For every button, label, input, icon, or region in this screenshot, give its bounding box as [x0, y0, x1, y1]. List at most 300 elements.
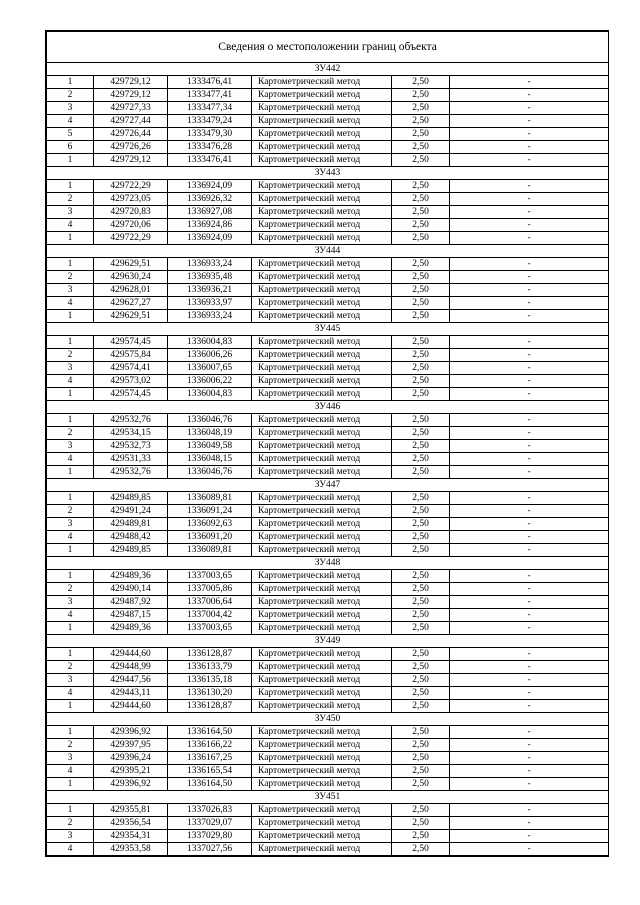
method-cell: Картометрический метод	[252, 271, 392, 284]
description-cell: -	[450, 453, 609, 466]
table-row	[47, 661, 609, 674]
accuracy-cell: 2,50	[392, 752, 450, 765]
accuracy-cell: 2,50	[392, 531, 450, 544]
x-coordinate-cell: 429489,85	[94, 492, 168, 505]
accuracy-cell: 2,50	[392, 141, 450, 154]
point-number-cell: 1	[47, 648, 94, 661]
accuracy-cell: 2,50	[392, 765, 450, 778]
point-number-cell: 4	[47, 375, 94, 388]
x-coordinate-cell: 429489,36	[94, 622, 168, 635]
point-number-cell: 4	[47, 531, 94, 544]
table-row	[47, 414, 609, 427]
description-cell: -	[450, 817, 609, 830]
x-coordinate-cell: 429627,27	[94, 297, 168, 310]
description-cell: -	[450, 518, 609, 531]
method-cell: Картометрический метод	[252, 258, 392, 271]
accuracy-cell: 2,50	[392, 219, 450, 232]
x-coordinate-cell: 429720,83	[94, 206, 168, 219]
accuracy-cell: 2,50	[392, 648, 450, 661]
accuracy-cell: 2,50	[392, 570, 450, 583]
accuracy-cell: 2,50	[392, 609, 450, 622]
point-number-cell: 1	[47, 258, 94, 271]
method-cell: Картометрический метод	[252, 375, 392, 388]
method-cell: Картометрический метод	[252, 336, 392, 349]
method-cell: Картометрический метод	[252, 193, 392, 206]
y-coordinate-cell: 1336004,83	[168, 336, 252, 349]
x-coordinate-cell: 429356,54	[94, 817, 168, 830]
x-coordinate-cell: 429489,85	[94, 544, 168, 557]
group-name: ЗУ444	[47, 245, 609, 258]
y-coordinate-cell: 1337003,65	[168, 570, 252, 583]
point-number-cell: 3	[47, 674, 94, 687]
y-coordinate-cell: 1333476,41	[168, 76, 252, 89]
x-coordinate-cell: 429573,02	[94, 375, 168, 388]
point-number-cell: 3	[47, 830, 94, 843]
point-number-cell: 2	[47, 817, 94, 830]
method-cell: Картометрический метод	[252, 440, 392, 453]
description-cell: -	[450, 427, 609, 440]
x-coordinate-cell: 429489,36	[94, 570, 168, 583]
point-number-cell: 1	[47, 700, 94, 713]
y-coordinate-cell: 1336133,79	[168, 661, 252, 674]
method-cell: Картометрический метод	[252, 297, 392, 310]
method-cell: Картометрический метод	[252, 700, 392, 713]
x-coordinate-cell: 429354,31	[94, 830, 168, 843]
group-header-row	[47, 713, 609, 726]
y-coordinate-cell: 1337027,56	[168, 843, 252, 856]
point-number-cell: 4	[47, 843, 94, 856]
group-header-row	[47, 635, 609, 648]
table-row	[47, 570, 609, 583]
point-number-cell: 2	[47, 193, 94, 206]
description-cell: -	[450, 206, 609, 219]
y-coordinate-cell: 1336004,83	[168, 388, 252, 401]
point-number-cell: 3	[47, 362, 94, 375]
group-header-row	[47, 63, 609, 76]
accuracy-cell: 2,50	[392, 687, 450, 700]
accuracy-cell: 2,50	[392, 388, 450, 401]
x-coordinate-cell: 429355,81	[94, 804, 168, 817]
table-row	[47, 232, 609, 245]
table-row	[47, 778, 609, 791]
table-row	[47, 76, 609, 89]
description-cell: -	[450, 570, 609, 583]
x-coordinate-cell: 429491,24	[94, 505, 168, 518]
y-coordinate-cell: 1336933,97	[168, 297, 252, 310]
method-cell: Картометрический метод	[252, 752, 392, 765]
x-coordinate-cell: 429628,01	[94, 284, 168, 297]
description-cell: -	[450, 674, 609, 687]
group-name: ЗУ443	[47, 167, 609, 180]
method-cell: Картометрический метод	[252, 349, 392, 362]
accuracy-cell: 2,50	[392, 440, 450, 453]
accuracy-cell: 2,50	[392, 778, 450, 791]
x-coordinate-cell: 429574,45	[94, 336, 168, 349]
x-coordinate-cell: 429575,84	[94, 349, 168, 362]
y-coordinate-cell: 1336091,24	[168, 505, 252, 518]
y-coordinate-cell: 1336091,20	[168, 531, 252, 544]
method-cell: Картометрический метод	[252, 739, 392, 752]
accuracy-cell: 2,50	[392, 115, 450, 128]
y-coordinate-cell: 1337029,07	[168, 817, 252, 830]
table-row	[47, 804, 609, 817]
table-row	[47, 752, 609, 765]
table-row	[47, 674, 609, 687]
group-header-row	[47, 245, 609, 258]
y-coordinate-cell: 1336924,09	[168, 232, 252, 245]
point-number-cell: 2	[47, 739, 94, 752]
method-cell: Картометрический метод	[252, 583, 392, 596]
accuracy-cell: 2,50	[392, 102, 450, 115]
description-cell: -	[450, 544, 609, 557]
x-coordinate-cell: 429447,56	[94, 674, 168, 687]
description-cell: -	[450, 232, 609, 245]
method-cell: Картометрический метод	[252, 804, 392, 817]
point-number-cell: 3	[47, 102, 94, 115]
x-coordinate-cell: 429727,44	[94, 115, 168, 128]
table-row	[47, 687, 609, 700]
table-row	[47, 271, 609, 284]
x-coordinate-cell: 429444,60	[94, 700, 168, 713]
group-header-row	[47, 167, 609, 180]
description-cell: -	[450, 492, 609, 505]
y-coordinate-cell: 1333477,34	[168, 102, 252, 115]
accuracy-cell: 2,50	[392, 505, 450, 518]
x-coordinate-cell: 429722,29	[94, 232, 168, 245]
description-cell: -	[450, 128, 609, 141]
method-cell: Картометрический метод	[252, 622, 392, 635]
x-coordinate-cell: 429729,12	[94, 89, 168, 102]
accuracy-cell: 2,50	[392, 466, 450, 479]
point-number-cell: 1	[47, 466, 94, 479]
description-cell: -	[450, 687, 609, 700]
x-coordinate-cell: 429532,76	[94, 466, 168, 479]
method-cell: Картометрический метод	[252, 843, 392, 856]
table-row	[47, 89, 609, 102]
x-coordinate-cell: 429444,60	[94, 648, 168, 661]
y-coordinate-cell: 1336046,76	[168, 466, 252, 479]
x-coordinate-cell: 429630,24	[94, 271, 168, 284]
y-coordinate-cell: 1333476,41	[168, 154, 252, 167]
y-coordinate-cell: 1336924,09	[168, 180, 252, 193]
method-cell: Картометрический метод	[252, 310, 392, 323]
x-coordinate-cell: 429729,12	[94, 76, 168, 89]
y-coordinate-cell: 1336006,26	[168, 349, 252, 362]
accuracy-cell: 2,50	[392, 76, 450, 89]
description-cell: -	[450, 115, 609, 128]
method-cell: Картометрический метод	[252, 505, 392, 518]
y-coordinate-cell: 1336007,65	[168, 362, 252, 375]
group-name: ЗУ442	[47, 63, 609, 76]
y-coordinate-cell: 1336048,15	[168, 453, 252, 466]
y-coordinate-cell: 1336164,50	[168, 726, 252, 739]
y-coordinate-cell: 1337003,65	[168, 622, 252, 635]
y-coordinate-cell: 1336135,18	[168, 674, 252, 687]
description-cell: -	[450, 765, 609, 778]
accuracy-cell: 2,50	[392, 271, 450, 284]
x-coordinate-cell: 429396,24	[94, 752, 168, 765]
point-number-cell: 3	[47, 752, 94, 765]
y-coordinate-cell: 1333477,41	[168, 89, 252, 102]
table-row	[47, 297, 609, 310]
y-coordinate-cell: 1337004,42	[168, 609, 252, 622]
method-cell: Картометрический метод	[252, 466, 392, 479]
table-row	[47, 440, 609, 453]
method-cell: Картометрический метод	[252, 219, 392, 232]
method-cell: Картометрический метод	[252, 765, 392, 778]
method-cell: Картометрический метод	[252, 388, 392, 401]
x-coordinate-cell: 429489,81	[94, 518, 168, 531]
accuracy-cell: 2,50	[392, 362, 450, 375]
description-cell: -	[450, 89, 609, 102]
coordinates-document	[45, 30, 609, 857]
table-row	[47, 128, 609, 141]
point-number-cell: 1	[47, 544, 94, 557]
table-title: Сведения о местоположении границ объекта	[47, 32, 609, 63]
x-coordinate-cell: 429396,92	[94, 726, 168, 739]
accuracy-cell: 2,50	[392, 817, 450, 830]
accuracy-cell: 2,50	[392, 154, 450, 167]
point-number-cell: 3	[47, 518, 94, 531]
method-cell: Картометрический метод	[252, 570, 392, 583]
description-cell: -	[450, 778, 609, 791]
y-coordinate-cell: 1336933,24	[168, 258, 252, 271]
point-number-cell: 1	[47, 180, 94, 193]
table-row	[47, 453, 609, 466]
x-coordinate-cell: 429487,92	[94, 596, 168, 609]
table-row	[47, 596, 609, 609]
table-row	[47, 219, 609, 232]
description-cell: -	[450, 596, 609, 609]
description-cell: -	[450, 76, 609, 89]
table-row	[47, 206, 609, 219]
method-cell: Картометрический метод	[252, 453, 392, 466]
point-number-cell: 3	[47, 596, 94, 609]
description-cell: -	[450, 154, 609, 167]
group-name: ЗУ446	[47, 401, 609, 414]
method-cell: Картометрический метод	[252, 544, 392, 557]
group-header-row	[47, 557, 609, 570]
accuracy-cell: 2,50	[392, 596, 450, 609]
accuracy-cell: 2,50	[392, 258, 450, 271]
table-row	[47, 466, 609, 479]
description-cell: -	[450, 258, 609, 271]
group-name: ЗУ447	[47, 479, 609, 492]
point-number-cell: 2	[47, 89, 94, 102]
table-row	[47, 544, 609, 557]
point-number-cell: 1	[47, 414, 94, 427]
point-number-cell: 2	[47, 427, 94, 440]
accuracy-cell: 2,50	[392, 128, 450, 141]
x-coordinate-cell: 429488,42	[94, 531, 168, 544]
point-number-cell: 2	[47, 349, 94, 362]
point-number-cell: 1	[47, 232, 94, 245]
y-coordinate-cell: 1333479,30	[168, 128, 252, 141]
boundary-table	[46, 31, 609, 856]
description-cell: -	[450, 648, 609, 661]
point-number-cell: 3	[47, 440, 94, 453]
x-coordinate-cell: 429490,14	[94, 583, 168, 596]
method-cell: Картометрический метод	[252, 414, 392, 427]
table-row	[47, 362, 609, 375]
accuracy-cell: 2,50	[392, 89, 450, 102]
table-row	[47, 843, 609, 856]
method-cell: Картометрический метод	[252, 687, 392, 700]
table-row	[47, 492, 609, 505]
accuracy-cell: 2,50	[392, 674, 450, 687]
accuracy-cell: 2,50	[392, 843, 450, 856]
method-cell: Картометрический метод	[252, 141, 392, 154]
accuracy-cell: 2,50	[392, 414, 450, 427]
table-row	[47, 141, 609, 154]
y-coordinate-cell: 1333479,24	[168, 115, 252, 128]
description-cell: -	[450, 102, 609, 115]
table-row	[47, 739, 609, 752]
x-coordinate-cell: 429531,33	[94, 453, 168, 466]
description-cell: -	[450, 375, 609, 388]
point-number-cell: 1	[47, 570, 94, 583]
accuracy-cell: 2,50	[392, 180, 450, 193]
x-coordinate-cell: 429534,15	[94, 427, 168, 440]
table-row	[47, 154, 609, 167]
description-cell: -	[450, 505, 609, 518]
y-coordinate-cell: 1336924,86	[168, 219, 252, 232]
description-cell: -	[450, 752, 609, 765]
description-cell: -	[450, 531, 609, 544]
accuracy-cell: 2,50	[392, 518, 450, 531]
table-row	[47, 583, 609, 596]
method-cell: Картометрический метод	[252, 232, 392, 245]
point-number-cell: 4	[47, 687, 94, 700]
x-coordinate-cell: 429722,29	[94, 180, 168, 193]
table-row	[47, 505, 609, 518]
method-cell: Картометрический метод	[252, 115, 392, 128]
table-row	[47, 648, 609, 661]
group-header-row	[47, 401, 609, 414]
table-row	[47, 180, 609, 193]
description-cell: -	[450, 284, 609, 297]
table-row	[47, 531, 609, 544]
method-cell: Картометрический метод	[252, 609, 392, 622]
y-coordinate-cell: 1336128,87	[168, 648, 252, 661]
accuracy-cell: 2,50	[392, 661, 450, 674]
method-cell: Картометрический метод	[252, 726, 392, 739]
y-coordinate-cell: 1336927,08	[168, 206, 252, 219]
table-row	[47, 765, 609, 778]
point-number-cell: 4	[47, 609, 94, 622]
y-coordinate-cell: 1336166,22	[168, 739, 252, 752]
group-name: ЗУ451	[47, 791, 609, 804]
accuracy-cell: 2,50	[392, 206, 450, 219]
description-cell: -	[450, 297, 609, 310]
point-number-cell: 2	[47, 271, 94, 284]
description-cell: -	[450, 843, 609, 856]
y-coordinate-cell: 1336006,22	[168, 375, 252, 388]
group-name: ЗУ445	[47, 323, 609, 336]
accuracy-cell: 2,50	[392, 726, 450, 739]
description-cell: -	[450, 219, 609, 232]
y-coordinate-cell: 1336164,50	[168, 778, 252, 791]
description-cell: -	[450, 310, 609, 323]
x-coordinate-cell: 429532,73	[94, 440, 168, 453]
y-coordinate-cell: 1336092,63	[168, 518, 252, 531]
x-coordinate-cell: 429396,92	[94, 778, 168, 791]
description-cell: -	[450, 336, 609, 349]
table-row	[47, 518, 609, 531]
point-number-cell: 1	[47, 804, 94, 817]
point-number-cell: 2	[47, 583, 94, 596]
y-coordinate-cell: 1337006,64	[168, 596, 252, 609]
x-coordinate-cell: 429532,76	[94, 414, 168, 427]
method-cell: Картометрический метод	[252, 102, 392, 115]
description-cell: -	[450, 661, 609, 674]
description-cell: -	[450, 414, 609, 427]
x-coordinate-cell: 429443,11	[94, 687, 168, 700]
y-coordinate-cell: 1336128,87	[168, 700, 252, 713]
y-coordinate-cell: 1336926,32	[168, 193, 252, 206]
accuracy-cell: 2,50	[392, 349, 450, 362]
title-row	[47, 32, 609, 63]
y-coordinate-cell: 1336933,24	[168, 310, 252, 323]
point-number-cell: 4	[47, 765, 94, 778]
method-cell: Картометрический метод	[252, 531, 392, 544]
description-cell: -	[450, 609, 609, 622]
table-row	[47, 284, 609, 297]
point-number-cell: 6	[47, 141, 94, 154]
accuracy-cell: 2,50	[392, 284, 450, 297]
method-cell: Картометрический метод	[252, 427, 392, 440]
x-coordinate-cell: 429629,51	[94, 310, 168, 323]
table-row	[47, 622, 609, 635]
y-coordinate-cell: 1336048,19	[168, 427, 252, 440]
group-name: ЗУ448	[47, 557, 609, 570]
point-number-cell: 1	[47, 778, 94, 791]
accuracy-cell: 2,50	[392, 232, 450, 245]
point-number-cell: 1	[47, 726, 94, 739]
method-cell: Картометрический метод	[252, 128, 392, 141]
description-cell: -	[450, 622, 609, 635]
method-cell: Картометрический метод	[252, 89, 392, 102]
point-number-cell: 1	[47, 388, 94, 401]
table-row	[47, 726, 609, 739]
description-cell: -	[450, 349, 609, 362]
table-row	[47, 830, 609, 843]
x-coordinate-cell: 429353,58	[94, 843, 168, 856]
table-row	[47, 609, 609, 622]
description-cell: -	[450, 583, 609, 596]
accuracy-cell: 2,50	[392, 583, 450, 596]
point-number-cell: 4	[47, 115, 94, 128]
point-number-cell: 1	[47, 310, 94, 323]
description-cell: -	[450, 804, 609, 817]
group-name: ЗУ450	[47, 713, 609, 726]
method-cell: Картометрический метод	[252, 661, 392, 674]
table-row	[47, 102, 609, 115]
method-cell: Картометрический метод	[252, 674, 392, 687]
table-row	[47, 427, 609, 440]
description-cell: -	[450, 440, 609, 453]
y-coordinate-cell: 1336165,54	[168, 765, 252, 778]
description-cell: -	[450, 388, 609, 401]
table-row	[47, 193, 609, 206]
table-row	[47, 817, 609, 830]
method-cell: Картометрический метод	[252, 180, 392, 193]
description-cell: -	[450, 362, 609, 375]
y-coordinate-cell: 1333476,28	[168, 141, 252, 154]
point-number-cell: 4	[47, 219, 94, 232]
y-coordinate-cell: 1337005,86	[168, 583, 252, 596]
method-cell: Картометрический метод	[252, 518, 392, 531]
